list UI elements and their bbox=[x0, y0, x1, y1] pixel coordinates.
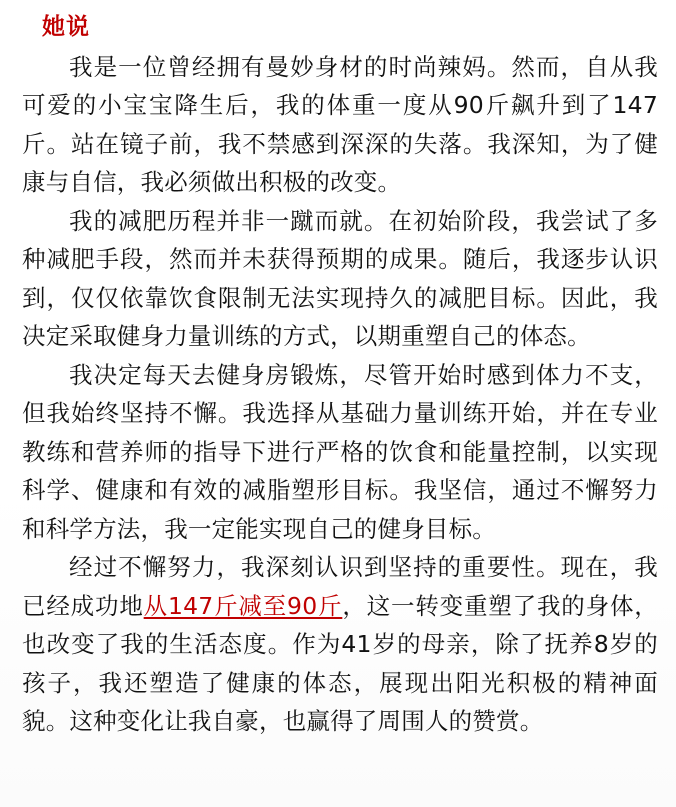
paragraph bbox=[22, 548, 658, 741]
paragraph-text: 经过不懈努力，我深刻认识到坚持的重要性。现在，我已经成功地 bbox=[22, 553, 658, 620]
article-body bbox=[22, 48, 658, 741]
paragraph-text: 我决定每天去健身房锻炼，尽管开始时感到体力不支，但我始终坚持不懈。我选择从基础力量训练开始，并在专业教练和营养师的指导下进行严格的饮食和能量控制，以实现科学、健康和有效的减脂塑形目标。我坚信，通过不懈努力和科学方法，我一定能实现自己的健身目标。 bbox=[22, 360, 658, 543]
highlighted-result-text: 从147斤减至90斤 bbox=[143, 591, 343, 620]
paragraph-text: 我的减肥历程并非一蹴而就。在初始阶段，我尝试了多种减肥手段，然而并未获得预期的成果。随后，我逐步认识到，仅仅依靠饮食限制无法实现持久的减肥目标。因此，我决定采取健身力量训练的方式，以期重塑自己的体态。 bbox=[22, 206, 658, 351]
paragraph bbox=[22, 202, 658, 356]
paragraph-text: 我是一位曾经拥有曼妙身材的时尚辣妈。然而，自从我可爱的小宝宝降生后，我的体重一度从90斤飙升到了147斤。站在镜子前，我不禁感到深深的失落。我深知，为了健康与自信，我必须做出积极的改变。 bbox=[22, 52, 658, 197]
paragraph bbox=[22, 48, 658, 202]
paragraph-text: ，这一转变重塑了我的身体，也改变了我的生活态度。作为41岁的母亲，除了抚养8岁的孩子，我还塑造了健康的体态，展现出阳光积极的精神面貌。这种变化让我自豪，也赢得了周围人的赞赏。 bbox=[22, 591, 658, 736]
paragraph bbox=[22, 356, 658, 549]
page-title: 她说 bbox=[42, 14, 90, 40]
